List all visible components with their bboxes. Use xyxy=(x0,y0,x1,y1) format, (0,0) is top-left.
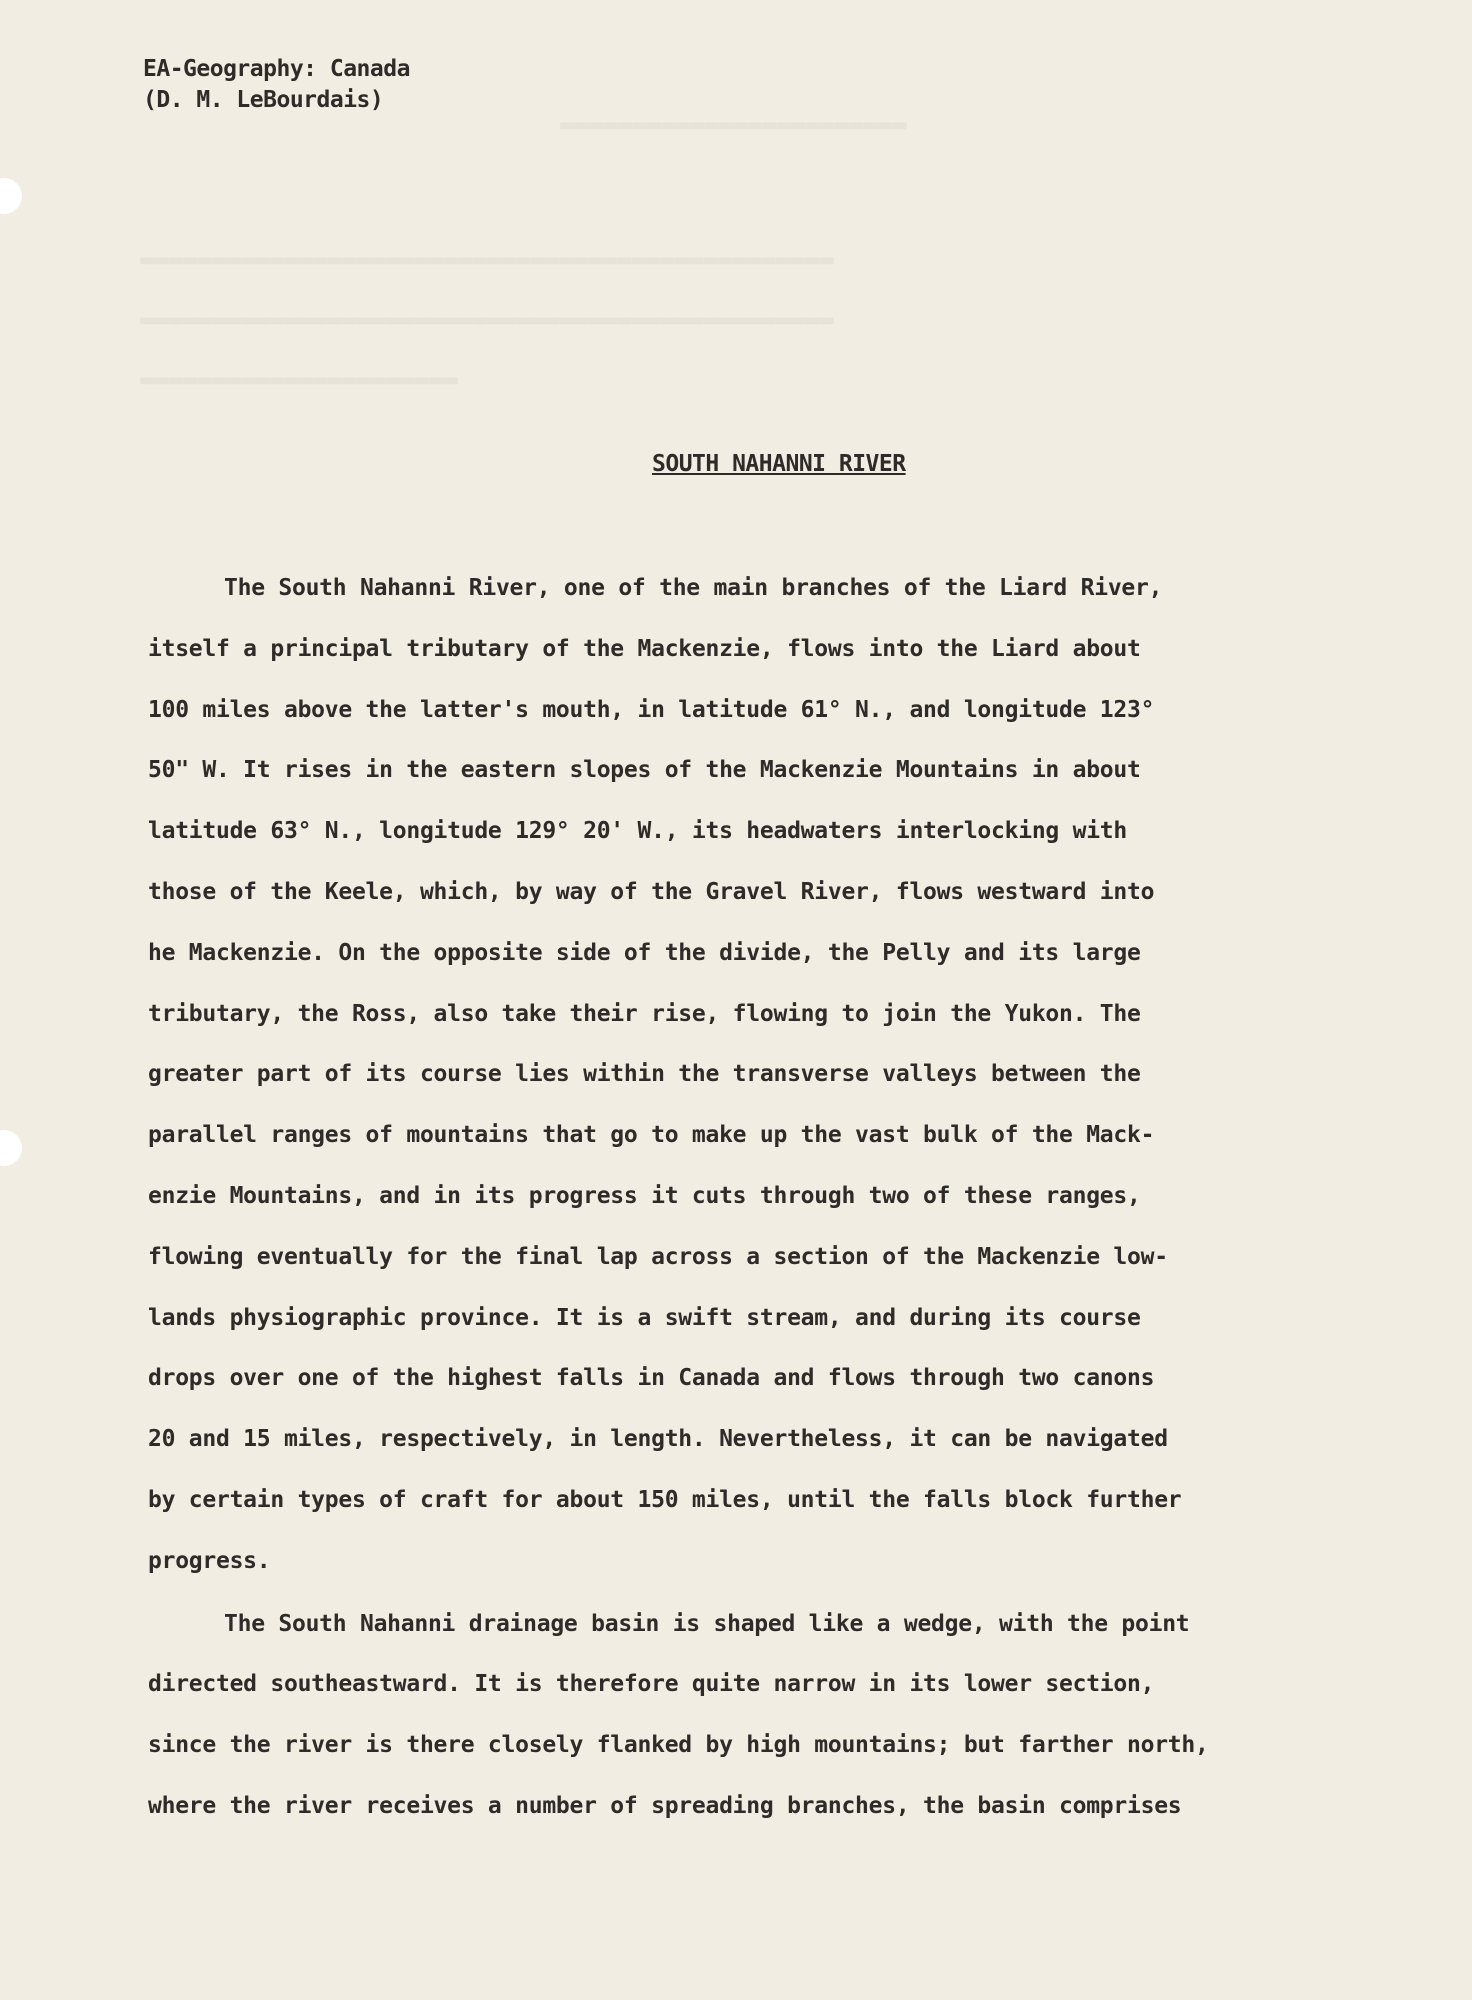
paragraph-line: progress. xyxy=(148,1547,271,1574)
paragraph-line: 50" W. It rises in the eastern slopes of the Mackenzie Mountains in about xyxy=(148,757,1141,784)
bleed-through-texture xyxy=(140,365,458,393)
paragraph-line: by certain types of craft for about 150 miles, until the falls block further xyxy=(148,1486,1182,1513)
paragraph-line: itself a principal tributary of the Mackenzie, flows into the Liard about xyxy=(148,635,1141,662)
paragraph-line: enzie Mountains, and in its progress it cuts through two of these ranges, xyxy=(148,1182,1141,1209)
header-author: (D. M. LeBourdais) xyxy=(143,87,384,113)
paragraph-line: greater part of its course lies within the transverse valleys between the xyxy=(148,1061,1141,1088)
paragraph-line: directed southeastward. It is therefore quite narrow in its lower section, xyxy=(148,1671,1155,1698)
header-subject: EA-Geography: Canada xyxy=(143,56,410,82)
bleed-through-texture xyxy=(560,110,907,138)
paragraph-line: since the river is there closely flanked by high mountains; but farther north, xyxy=(148,1732,1209,1759)
bleed-through-texture xyxy=(140,245,834,273)
paragraph-line: tributary, the Ross, also take their rise, flowing to join the Yukon. The xyxy=(148,1000,1141,1027)
paragraph-line: drops over one of the highest falls in Canada and flows through two canons xyxy=(148,1365,1155,1392)
paragraph-line: 20 and 15 miles, respectively, in length. Nevertheless, it can be navigated xyxy=(148,1426,1168,1453)
paragraph-line: those of the Keele, which, by way of the Gravel River, flows westward into xyxy=(148,878,1155,905)
paragraph-line: flowing eventually for the final lap across a section of the Mackenzie low- xyxy=(148,1243,1168,1270)
punch-hole xyxy=(0,178,22,214)
punch-hole xyxy=(0,1130,22,1166)
document-header xyxy=(143,54,410,116)
document-body xyxy=(148,570,1318,1849)
paragraph-line: The South Nahanni drainage basin is shaped like a wedge, with the point xyxy=(224,1610,1190,1637)
bleed-through-texture xyxy=(140,305,834,333)
paragraph-line: 100 miles above the latter's mouth, in latitude 61° N., and longitude 123° xyxy=(148,696,1155,723)
paragraph-line: where the river receives a number of spreading branches, the basin comprises xyxy=(148,1792,1182,1819)
paragraph-line: latitude 63° N., longitude 129° 20' W., its headwaters interlocking with xyxy=(148,818,1127,845)
paragraph-line: parallel ranges of mountains that go to make up the vast bulk of the Mack- xyxy=(148,1122,1155,1149)
paragraph-line: he Mackenzie. On the opposite side of the divide, the Pelly and its large xyxy=(148,939,1141,966)
paragraph-line: The South Nahanni River, one of the main branches of the Liard River, xyxy=(224,575,1163,601)
paragraph-line: lands physiographic province. It is a swift stream, and during its course xyxy=(148,1304,1141,1331)
document-title: SOUTH NAHANNI RIVER xyxy=(652,451,906,477)
